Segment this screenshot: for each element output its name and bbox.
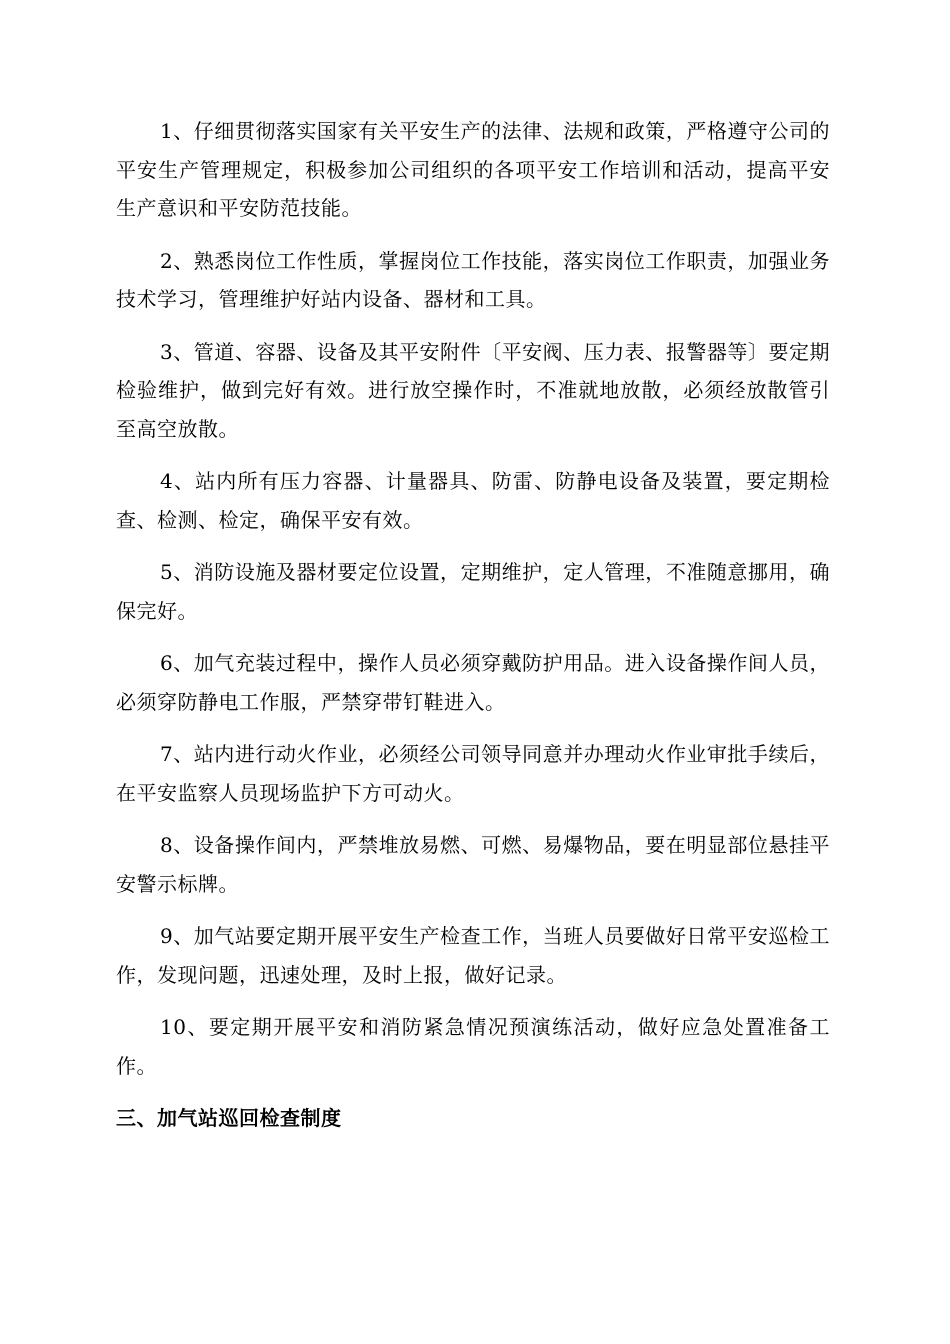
paragraph-7: 7、站内进行动火作业，必须经公司领导同意并办理动火作业审批手续后，在平安监察人员现场监护下方可动火。 [116, 742, 830, 805]
paragraph-8: 8、设备操作间内，严禁堆放易燃、可燃、易爆物品，要在明显部位悬挂平安警示标牌。 [116, 833, 830, 896]
paragraph-1: 1、仔细贯彻落实国家有关平安生产的法律、法规和政策，严格遵守公司的平安生产管理规定，积极参加公司组织的各项平安工作培训和活动，提高平安生产意识和平安防范技能。 [116, 119, 830, 220]
paragraph-9: 9、加气站要定期开展平安生产检查工作，当班人员要做好日常平安巡检工作，发现问题，迅速处理，及时上报，做好记录。 [116, 924, 830, 987]
section-heading: 三、加气站巡回检查制度 [116, 1106, 342, 1130]
paragraph-5: 5、消防设施及器材要定位设置，定期维护，定人管理，不准随意挪用，确保完好。 [116, 560, 830, 623]
paragraph-6: 6、加气充装过程中，操作人员必须穿戴防护用品。进入设备操作间人员，必须穿防静电工作服，严禁穿带钉鞋进入。 [116, 651, 830, 714]
paragraph-10: 10、要定期开展平安和消防紧急情况预演练活动，做好应急处置准备工作。 [116, 1015, 830, 1078]
paragraph-2: 2、熟悉岗位工作性质，掌握岗位工作技能，落实岗位工作职责，加强业务技术学习，管理维护好站内设备、器材和工具。 [116, 248, 830, 311]
paragraph-3: 3、管道、容器、设备及其平安附件〔平安阀、压力表、报警器等〕要定期检验维护，做到完好有效。进行放空操作时，不准就地放散，必须经放散管引至高空放散。 [116, 339, 830, 441]
paragraph-4: 4、站内所有压力容器、计量器具、防雷、防静电设备及装置，要定期检查、检测、检定，确保平安有效。 [116, 469, 830, 532]
document-body [116, 112, 830, 1137]
